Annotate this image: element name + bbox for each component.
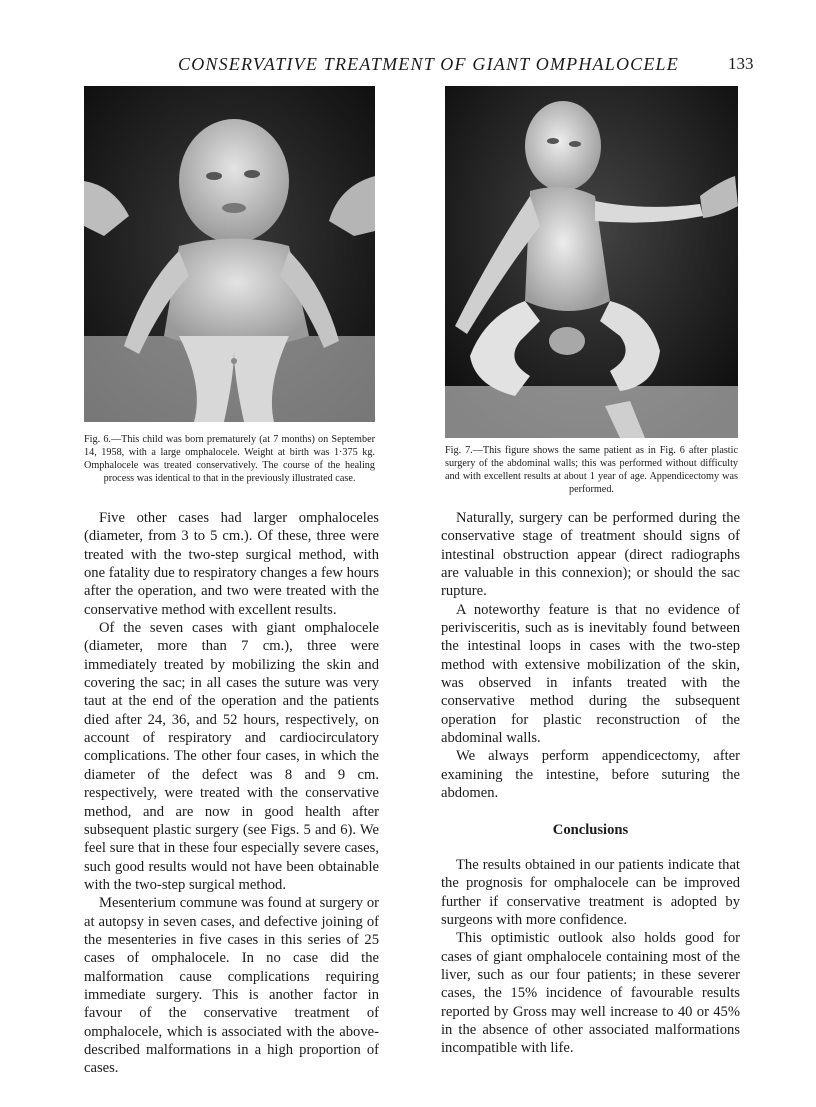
conclusions-paragraph: The results obtained in our patients indicate that the prognosis for omphalocele can be improved further if conservative treatment is adopted by surgeons with more confidence.	[441, 856, 740, 928]
figure-7-photo	[445, 86, 738, 438]
body-paragraph: Naturally, surgery can be performed during the conservative stage of treatment should signs of intestinal obstruction appear (direct radiographs are valuable in this connexion); or should the sac rupture.	[441, 510, 740, 600]
page-number: 133	[728, 54, 754, 73]
running-header-title: CONSERVATIVE TREATMENT OF GIANT OMPHALOCELE	[178, 54, 679, 74]
conclusions-heading: Conclusions	[552, 821, 629, 838]
body-paragraph: Of the seven cases with giant omphalocele (diameter, more than 7 cm.), three were immediately treated by mobilizing the skin and covering the sac; in all cases the suture was very taut at the end of the operation and the patients died after 24, 36, and 52 hours, respectively, on account of respiratory and cardiocirculatory complications. The other four cases, in which the diameter of the defect was 8 and 9 cm. respectively, were treated with the conservative method, and are now in good health after subsequent plastic surgery (see Figs. 5 and 6). We feel sure that in these four especially severe cases, such good results would not have been obtainable with the two-step surgical method.	[84, 620, 379, 893]
right-column	[441, 509, 740, 1058]
figure-7-caption: Fig. 7.—This figure shows the same patient as in Fig. 6 after plastic surgery of the abdominal walls; this was performed without difficulty and with excellent results at about 1 year of age. Appendicectomy was performed.	[445, 445, 738, 495]
body-paragraph: Mesenterium commune was found at surgery or at autopsy in seven cases, and defective joining of the mesenteries in five cases in this series of 25 cases of omphalocele. In no case did the malformation cause complications requiring immediate surgery. This is another factor in favour of the conservative treatment of omphalocele, which is associated with the above-described malformations in a high proportion of cases.	[84, 895, 379, 1077]
body-paragraph: A noteworthy feature is that no evidence of perivisceritis, such as is inevitably found between the intestinal loops in cases with the two-step method with extensive mobilization of the skin, was observed in infants treated with the conservative method during the subsequent operation for plastic reconstruction of the abdominal walls.	[441, 601, 740, 747]
body-paragraph: We always perform appendicectomy, after examining the intestine, before suturing the abdomen.	[441, 748, 740, 802]
left-column	[84, 509, 379, 1078]
figure-6-caption: Fig. 6.—This child was born prematurely (at 7 months) on September 14, 1958, with a large omphalocele. Weight at birth was 1·375 kg. Omphalocele was treated conservatively. The course of the healing process was identical to that in the previously illustrated case.	[84, 434, 375, 484]
figure-6-photo	[84, 86, 375, 422]
body-paragraph: Five other cases had larger omphaloceles (diameter, from 3 to 5 cm.). Of these, three were treated with the two-step surgical method, with one fatality due to respiratory changes a few hours after the operation, and two were treated with the conservative method with excellent results.	[84, 510, 380, 618]
conclusions-paragraph: This optimistic outlook also holds good for cases of giant omphalocele containing most of the liver, such as our four patients; in these severer cases, the 15% incidence of favourable results reported by Gross may well increase to 40 or 45% in the absence of other associated malformations incompatible with life.	[441, 930, 740, 1057]
